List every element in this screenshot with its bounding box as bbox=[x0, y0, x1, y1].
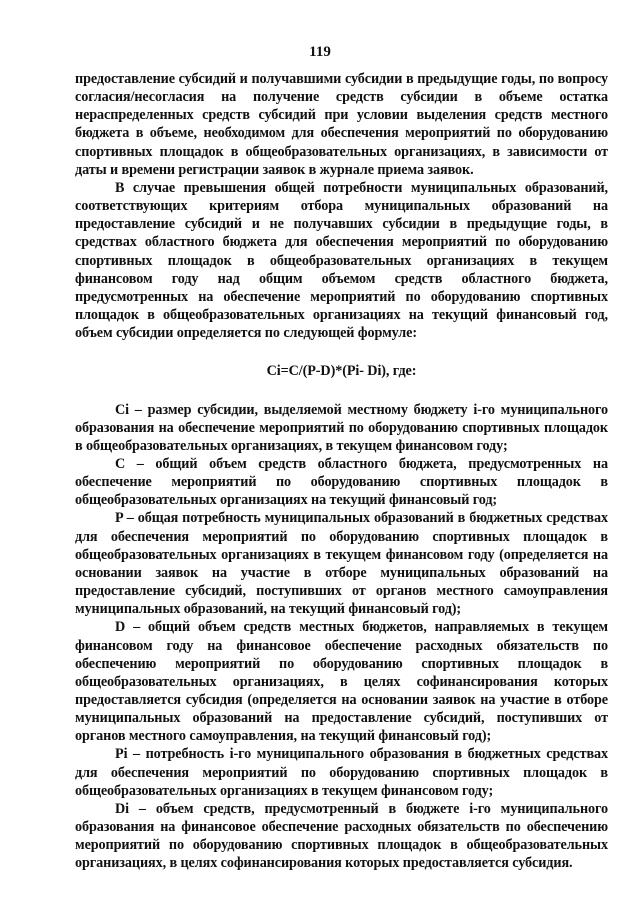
paragraph-excess-demand: В случае превышения общей потребности муниципальных образований, соответствующих критериям отбора муниципальных образований на предоставление субсидий и не получавших субсидии в предыдущие годы, в средствах областного бюджета для обеспечения мероприятий по оборудованию спортивных площадок в общеобразовательных организациях в текущем финансовом году над общим объемом средств областного бюджета, предусмотренных на обеспечение мероприятий по оборудованию спортивных площадок в общеобразовательных организациях на текущий финансовый год, объем субсидии определяется по следующей формуле: bbox=[75, 179, 608, 342]
subsidy-formula: Ci=C/(P-D)*(Pi- Di), где: bbox=[266, 363, 417, 380]
definition-ci: Ci – размер субсидии, выделяемой местному бюджету i-го муниципального образования на обеспечение мероприятий по оборудованию спортивных площадок в общеобразовательных организациях, в текущем финансовом году; bbox=[75, 401, 608, 454]
body-text bbox=[75, 70, 608, 873]
page-number: 119 bbox=[309, 44, 331, 60]
definition-p: P – общая потребность муниципальных образований в бюджетных средствах для обеспечения мероприятий по оборудованию спортивных площадок в общеобразовательных организациях в текущем финансовом году (определяется на основании заявок на участие в отборе муниципальных образований на предоставление субсидий, поступивших от органов местного самоуправления муниципальных образований, на текущий финансовый год); bbox=[75, 510, 608, 618]
paragraph-continuation: предоставление субсидий и получавшими субсидии в предыдущие годы, по вопросу согласия/несогласия на получение средств субсидии в объеме остатка нераспределенных средств субсидий при условии выделения средств местного бюджета в объеме, необходимом для обеспечения мероприятий по оборудованию спортивных площадок в общеобразовательных организациях, в зависимости от даты и времени регистрации заявок в журнале приема заявок. bbox=[75, 71, 608, 178]
definition-pi: Pi – потребность i-го муниципального образования в бюджетных средствах для обеспечения мероприятий по оборудованию спортивных площадок в общеобразовательных организациях в текущем финансовом году; bbox=[75, 746, 608, 799]
definition-d: D – общий объем средств местных бюджетов, направляемых в текущем финансовом году на финансовое обеспечение расходных обязательств по обеспечению мероприятий по оборудованию спортивных площадок в общеобразовательных организациях, в целях софинансирования которых предоставляется субсидия (определяется на основании заявок на участие в отборе муниципальных образований на предоставление субсидий, поступивших от органов местного самоуправления, на текущий финансовый год); bbox=[75, 619, 608, 745]
definition-c: C – общий объем средств областного бюджета, предусмотренных на обеспечение мероприятий по оборудованию спортивных площадок в общеобразовательных организациях на текущий финансовый год; bbox=[75, 455, 608, 509]
definition-di: Di – объем средств, предусмотренный в бюджете i-го муниципального образования на финансовое обеспечение расходных обязательств по обеспечению мероприятий по оборудованию спортивных площадок в общеобразовательных организациях, в целях софинансирования которых предоставляется субсидия. bbox=[75, 800, 608, 872]
